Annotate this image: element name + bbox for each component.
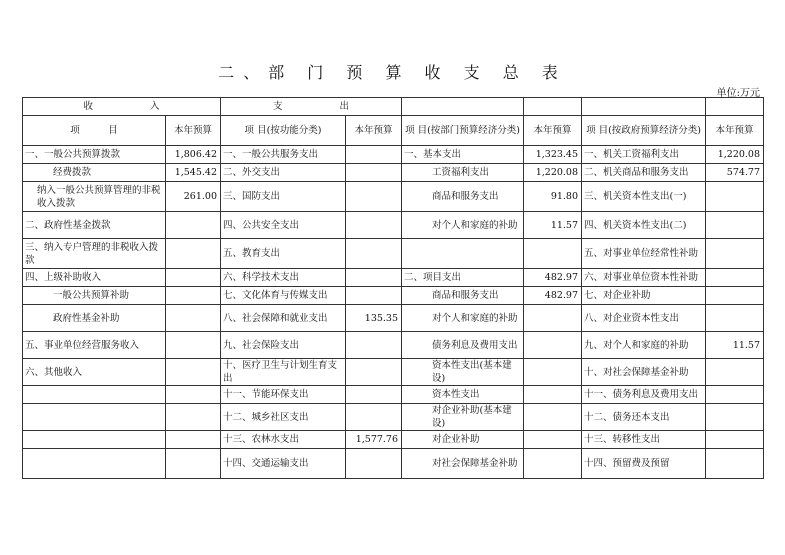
dept-item-cell: 资本性支出 bbox=[402, 386, 524, 404]
table-row bbox=[23, 212, 764, 239]
income-item-cell: 六、其他收入 bbox=[23, 359, 166, 386]
func-budget-cell: 135.35 bbox=[346, 305, 402, 332]
income-item-cell: 二、政府性基金拨款 bbox=[23, 212, 166, 239]
budget-table bbox=[22, 97, 764, 479]
dept-item-cell: 债务利息及费用支出 bbox=[402, 332, 524, 359]
gov-item-cell: 十二、债务还本支出 bbox=[582, 404, 706, 431]
gov-item-cell: 十一、债务利息及费用支出 bbox=[582, 386, 706, 404]
table-row bbox=[23, 449, 764, 479]
gov-budget-cell bbox=[706, 305, 764, 332]
dept-item-cell bbox=[402, 239, 524, 269]
func-budget-cell bbox=[346, 269, 402, 287]
table-row bbox=[23, 359, 764, 386]
func-budget-cell bbox=[346, 182, 402, 212]
income-budget-cell bbox=[166, 305, 221, 332]
dept-budget-cell bbox=[524, 449, 582, 479]
table-row bbox=[23, 305, 764, 332]
dept-budget-header: 本年预算 bbox=[524, 116, 582, 146]
income-item-cell: 五、事业单位经营服务收入 bbox=[23, 332, 166, 359]
dept-budget-cell bbox=[524, 239, 582, 269]
gov-budget-cell bbox=[706, 239, 764, 269]
gov-budget-cell bbox=[706, 287, 764, 305]
dept-item-cell: 工资福利支出 bbox=[402, 164, 524, 182]
gov-item-cell: 九、对个人和家庭的补助 bbox=[582, 332, 706, 359]
table-row bbox=[23, 146, 764, 164]
func-item-cell: 五、教育支出 bbox=[221, 239, 346, 269]
income-item-cell: 纳入一般公共预算管理的非税收入拨款 bbox=[23, 182, 166, 212]
income-budget-cell: 1,806.42 bbox=[166, 146, 221, 164]
func-budget-header: 本年预算 bbox=[346, 116, 402, 146]
income-budget-cell bbox=[166, 359, 221, 386]
income-item-cell bbox=[23, 449, 166, 479]
func-budget-cell bbox=[346, 359, 402, 386]
gov-item-cell: 五、对事业单位经常性补助 bbox=[582, 239, 706, 269]
gov-budget-cell: 11.57 bbox=[706, 332, 764, 359]
gov-item-header: 项 目(按政府预算经济分类) bbox=[582, 116, 706, 146]
dept-budget-cell bbox=[524, 386, 582, 404]
func-budget-cell bbox=[346, 239, 402, 269]
gov-budget-cell bbox=[706, 182, 764, 212]
expense-header: 支 出 bbox=[221, 98, 402, 116]
income-item-cell: 政府性基金补助 bbox=[23, 305, 166, 332]
income-item-cell: 一般公共预算补助 bbox=[23, 287, 166, 305]
gov-item-cell: 四、机关资本性支出(二) bbox=[582, 212, 706, 239]
income-budget-header: 本年预算 bbox=[166, 116, 221, 146]
income-item-cell: 四、上级补助收入 bbox=[23, 269, 166, 287]
header-row-2 bbox=[23, 116, 764, 146]
func-budget-cell bbox=[346, 332, 402, 359]
income-item-cell bbox=[23, 386, 166, 404]
gov-item-cell: 十三、转移性支出 bbox=[582, 431, 706, 449]
gov-budget-cell bbox=[706, 386, 764, 404]
gov-item-cell: 七、对企业补助 bbox=[582, 287, 706, 305]
table-row bbox=[23, 386, 764, 404]
page-title: 二、部 门 预 算 收 支 总 表 bbox=[218, 63, 567, 82]
func-budget-cell bbox=[346, 287, 402, 305]
func-item-cell: 二、外交支出 bbox=[221, 164, 346, 182]
gov-item-cell: 八、对企业资本性支出 bbox=[582, 305, 706, 332]
gov-budget-cell bbox=[706, 431, 764, 449]
table-row bbox=[23, 332, 764, 359]
func-item-cell: 三、国防支出 bbox=[221, 182, 346, 212]
gov-budget-cell bbox=[706, 359, 764, 386]
func-item-cell: 十二、城乡社区支出 bbox=[221, 404, 346, 431]
income-budget-cell: 261.00 bbox=[166, 182, 221, 212]
dept-budget-cell bbox=[524, 305, 582, 332]
unit-label: 单位:万元 bbox=[716, 88, 760, 99]
func-item-cell: 六、科学技术支出 bbox=[221, 269, 346, 287]
dept-budget-cell: 1,220.08 bbox=[524, 164, 582, 182]
func-budget-cell bbox=[346, 404, 402, 431]
dept-item-cell: 对企业补助 bbox=[402, 431, 524, 449]
gov-budget-cell bbox=[706, 449, 764, 479]
dept-budget-cell bbox=[524, 359, 582, 386]
dept-budget-cell: 482.97 bbox=[524, 269, 582, 287]
dept-budget-cell: 482.97 bbox=[524, 287, 582, 305]
table-row bbox=[23, 431, 764, 449]
dept-item-header: 项 目(按部门预算经济分类) bbox=[402, 116, 524, 146]
income-budget-cell bbox=[166, 287, 221, 305]
dept-item-cell: 商品和服务支出 bbox=[402, 182, 524, 212]
func-item-header: 项 目(按功能分类) bbox=[221, 116, 346, 146]
func-item-cell: 八、社会保障和就业支出 bbox=[221, 305, 346, 332]
func-budget-cell bbox=[346, 212, 402, 239]
dept-budget-cell bbox=[524, 431, 582, 449]
func-item-cell: 十四、交通运输支出 bbox=[221, 449, 346, 479]
func-item-cell: 四、公共安全支出 bbox=[221, 212, 346, 239]
income-item-header: 项 目 bbox=[23, 116, 166, 146]
income-budget-cell bbox=[166, 449, 221, 479]
func-budget-cell: 1,577.76 bbox=[346, 431, 402, 449]
income-item-cell: 经费拨款 bbox=[23, 164, 166, 182]
dept-budget-cell: 91.80 bbox=[524, 182, 582, 212]
dept-item-cell: 对个人和家庭的补助 bbox=[402, 212, 524, 239]
income-header: 收 入 bbox=[23, 98, 221, 116]
table-row bbox=[23, 164, 764, 182]
dept-budget-cell: 1,323.45 bbox=[524, 146, 582, 164]
func-item-cell: 十三、农林水支出 bbox=[221, 431, 346, 449]
income-budget-cell: 1,545.42 bbox=[166, 164, 221, 182]
func-item-cell: 一、一般公共服务支出 bbox=[221, 146, 346, 164]
func-budget-cell bbox=[346, 146, 402, 164]
income-item-cell: 一、一般公共预算拨款 bbox=[23, 146, 166, 164]
dept-item-cell: 对个人和家庭的补助 bbox=[402, 305, 524, 332]
dept-item-cell: 资本性支出(基本建设) bbox=[402, 359, 524, 386]
income-budget-cell bbox=[166, 386, 221, 404]
dept-budget-cell: 11.57 bbox=[524, 212, 582, 239]
header-row-1 bbox=[23, 98, 764, 116]
func-item-cell: 九、社会保险支出 bbox=[221, 332, 346, 359]
dept-budget-cell bbox=[524, 404, 582, 431]
income-budget-cell bbox=[166, 404, 221, 431]
income-item-cell bbox=[23, 431, 166, 449]
dept-item-cell: 对企业补助(基本建设) bbox=[402, 404, 524, 431]
income-budget-cell bbox=[166, 332, 221, 359]
func-budget-cell bbox=[346, 164, 402, 182]
gov-budget-cell bbox=[706, 404, 764, 431]
gov-budget-header: 本年预算 bbox=[706, 116, 764, 146]
gov-item-cell: 十、对社会保障基金补助 bbox=[582, 359, 706, 386]
func-budget-cell bbox=[346, 449, 402, 479]
gov-item-cell: 二、机关商品和服务支出 bbox=[582, 164, 706, 182]
dept-item-cell: 一、基本支出 bbox=[402, 146, 524, 164]
gov-budget-cell bbox=[706, 212, 764, 239]
gov-budget-cell: 574.77 bbox=[706, 164, 764, 182]
table-row bbox=[23, 182, 764, 212]
table-row bbox=[23, 287, 764, 305]
func-item-cell: 七、文化体育与传媒支出 bbox=[221, 287, 346, 305]
income-budget-cell bbox=[166, 431, 221, 449]
income-budget-cell bbox=[166, 212, 221, 239]
table-row bbox=[23, 239, 764, 269]
income-budget-cell bbox=[166, 239, 221, 269]
dept-item-cell: 二、项目支出 bbox=[402, 269, 524, 287]
func-budget-cell bbox=[346, 386, 402, 404]
gov-item-cell: 一、机关工资福利支出 bbox=[582, 146, 706, 164]
gov-budget-cell bbox=[706, 269, 764, 287]
gov-item-cell: 十四、预留费及预留 bbox=[582, 449, 706, 479]
income-item-cell: 三、纳入专户管理的非税收入拨款 bbox=[23, 239, 166, 269]
income-budget-cell bbox=[166, 269, 221, 287]
dept-item-cell: 商品和服务支出 bbox=[402, 287, 524, 305]
gov-item-cell: 三、机关资本性支出(一) bbox=[582, 182, 706, 212]
income-item-cell bbox=[23, 404, 166, 431]
func-item-cell: 十、医疗卫生与计划生育支出 bbox=[221, 359, 346, 386]
gov-budget-cell: 1,220.08 bbox=[706, 146, 764, 164]
func-item-cell: 十一、节能环保支出 bbox=[221, 386, 346, 404]
dept-budget-cell bbox=[524, 332, 582, 359]
table-row bbox=[23, 269, 764, 287]
gov-item-cell: 六、对事业单位资本性补助 bbox=[582, 269, 706, 287]
dept-item-cell: 对社会保障基金补助 bbox=[402, 449, 524, 479]
table-row bbox=[23, 404, 764, 431]
